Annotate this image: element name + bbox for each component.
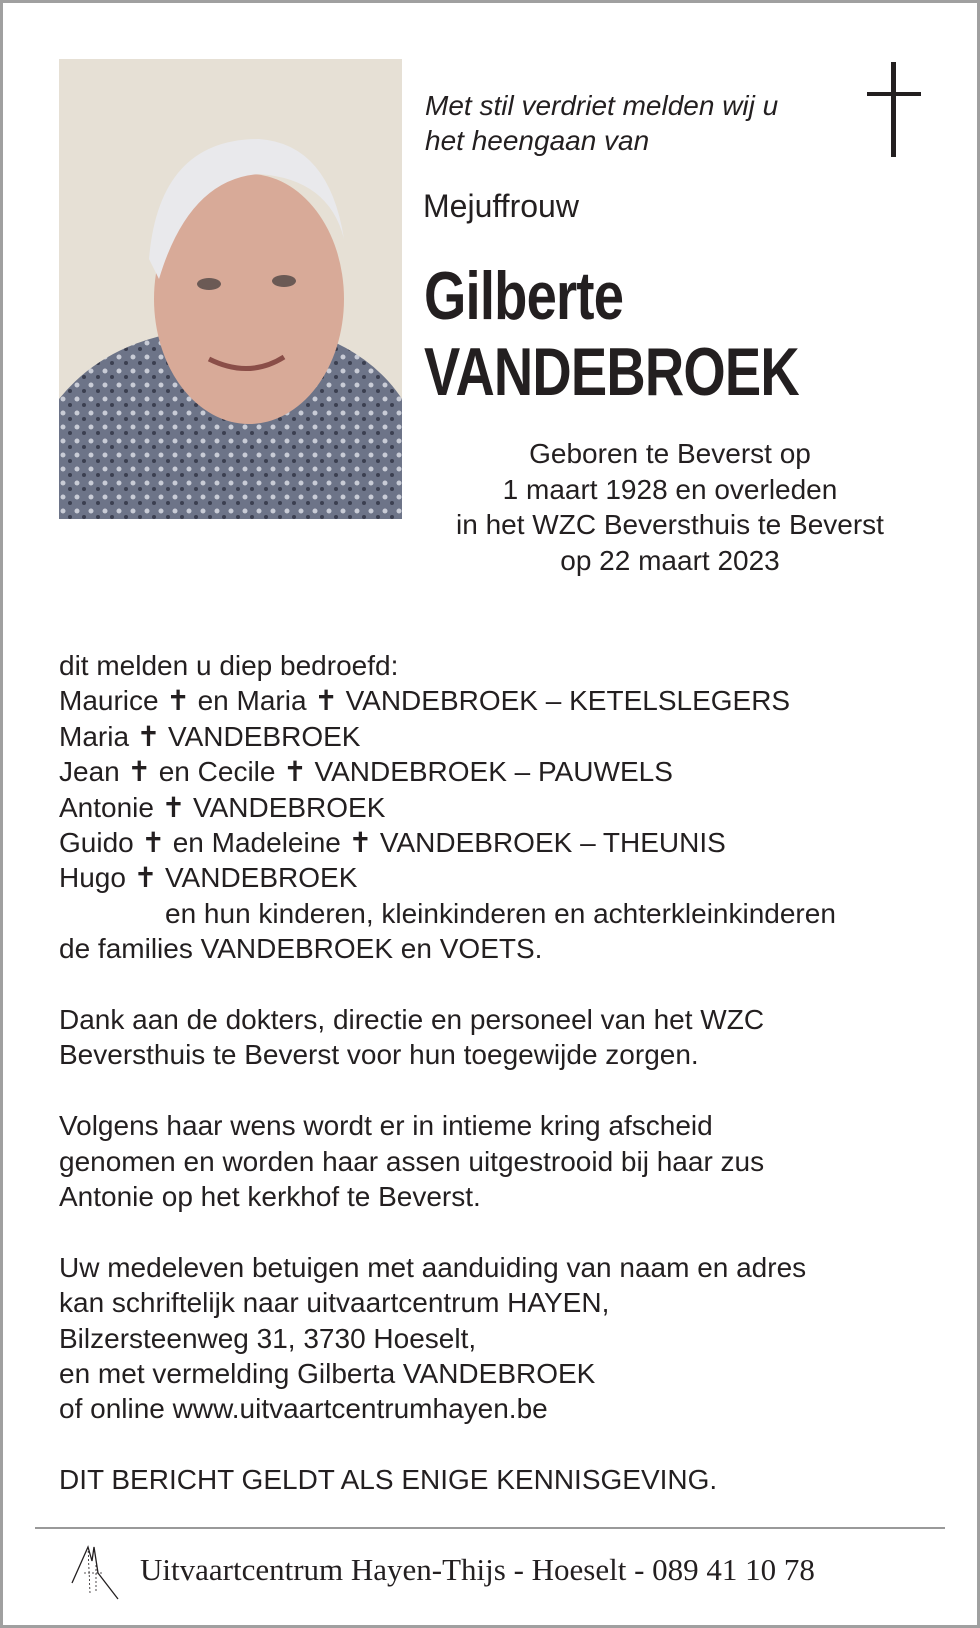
family-line: Maurice ✝ en Maria ✝ VANDEBROEK – KETELSLEGERS (59, 685, 791, 717)
spacer (59, 1214, 836, 1249)
intro-line: het heengaan van (425, 125, 650, 156)
thanks-line: Dank aan de dokters, directie en personeel van het WZC (59, 1004, 765, 1036)
family-intro: dit melden u diep bedroefd: (59, 650, 399, 681)
spacer (59, 1073, 836, 1108)
portrait-photo (59, 59, 402, 519)
spacer (59, 1427, 836, 1462)
intro-text (425, 88, 778, 158)
condolence-website[interactable]: of online www.uitvaartcentrumhayen.be (59, 1393, 548, 1425)
wish-line: Antonie op het kerkhof te Beverst. (59, 1181, 481, 1213)
last-name: VANDEBROEK (424, 334, 799, 410)
condolence-line: Uw medeleven betuigen met aanduiding van naam en adres (59, 1251, 807, 1283)
family-line: Maria ✝ VANDEBROEK (59, 720, 361, 752)
birth-line: Geboren te Beverst op (529, 438, 811, 469)
funeral-home-footer: Uitvaartcentrum Hayen-Thijs - Hoeselt - 089 41 10 78 (140, 1552, 815, 1587)
condolence-line: Bilzersteenweg 31, 3730 Hoeselt, (59, 1322, 477, 1354)
divider (35, 1527, 945, 1529)
funeral-home-logo-icon (70, 1543, 122, 1601)
birth-line: 1 maart 1928 en overleden (502, 473, 838, 505)
family-line: Hugo ✝ VANDEBROEK (59, 862, 358, 894)
notice: DIT BERICHT GELDT ALS ENIGE KENNISGEVING. (59, 1464, 718, 1496)
birth-line: op 22 maart 2023 (560, 544, 780, 576)
family-line: Jean ✝ en Cecile ✝ VANDEBROEK – PAUWELS (59, 756, 673, 788)
condolence-line: en met vermelding Gilberta VANDEBROEK (59, 1358, 596, 1390)
body-text (59, 648, 836, 1498)
wish-line: genomen en worden haar assen uitgestrooid bij haar zus (59, 1145, 765, 1177)
family-line: de families VANDEBROEK en VOETS. (59, 933, 543, 965)
spacer (59, 967, 836, 1002)
family-line: en hun kinderen, kleinkinderen en achterkleinkinderen (165, 897, 836, 929)
birth-death-info (420, 436, 920, 578)
birth-line: in het WZC Beversthuis te Beverst (456, 509, 884, 540)
condolence-line: kan schriftelijk naar uitvaartcentrum HAYEN, (59, 1287, 610, 1319)
honorific: Mejuffrouw (423, 188, 579, 224)
cross-icon-bar (867, 92, 921, 96)
wish-line: Volgens haar wens wordt er in intieme kring afscheid (59, 1110, 713, 1142)
cross-icon (891, 62, 896, 157)
family-line: Guido ✝ en Madeleine ✝ VANDEBROEK – THEUNIS (59, 827, 726, 859)
family-line: Antonie ✝ VANDEBROEK (59, 791, 386, 823)
thanks-line: Beversthuis te Beverst voor hun toegewijde zorgen. (59, 1039, 699, 1071)
intro-line: Met stil verdriet melden wij u (425, 90, 779, 121)
first-name: Gilberte (424, 258, 624, 334)
